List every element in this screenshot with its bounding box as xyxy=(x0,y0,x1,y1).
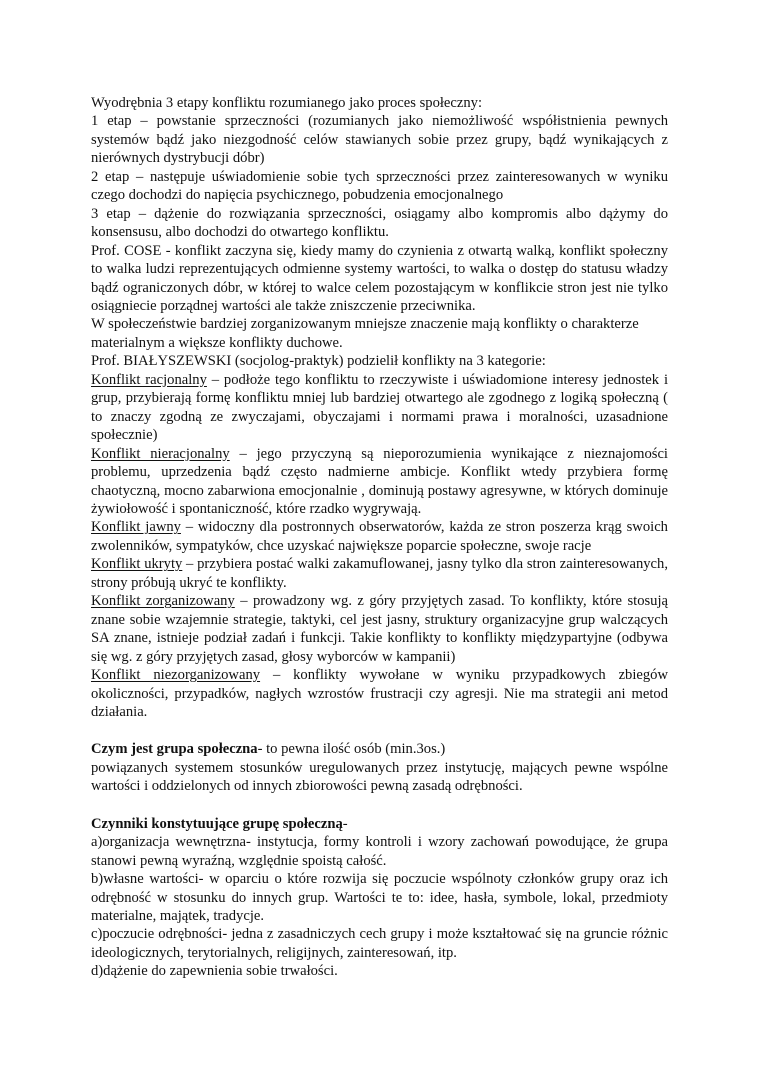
intro-line: Wyodrębnia 3 etapy konfliktu rozumianego jako proces społeczny: xyxy=(91,95,483,111)
conflict-text: – przybiera postać walki zakamuflowanej, jasny tylko dla stron zainteresowanych, strony próbują ukryć te konflikty. xyxy=(91,556,668,591)
factors-heading-rest: - xyxy=(342,815,348,832)
conflict-term: Konflikt nieracjonalny xyxy=(91,445,230,462)
cose-paragraph: Prof. COSE - konflikt zaczyna się, kiedy mamy do czynienia z otwartą walką, konflikt społeczny to walka ludzi reprezentujących odmienne systemy wartości, to walka o dostęp do statusu władzy bądź ograniczonych dóbr, w której to walce celem pozostającym w konflikcie stron jest nie tylko osiągniecie porządnej wartości ale także zniszczenie przeciwnika. xyxy=(91,242,668,314)
stage-1: 1 etap – powstanie sprzeczności (rozumianych jako niemożliwość współistnienia pewnych systemów bądź jako niezgodność celów stawianych sobie przez grupy, bądź wynikających z nierównych dystrybucji dóbr) xyxy=(91,113,668,167)
factors-heading-line xyxy=(91,815,668,833)
stage-3: 3 etap – dążenie do rozwiązania sprzeczności, osiągamy albo kompromis albo dążymy do konsensusu, albo dochodzi do otwartego konfliktu. xyxy=(91,205,668,241)
conflict-term: Konflikt zorganizowany xyxy=(91,593,235,610)
conflict-organized xyxy=(91,592,668,666)
conflict-open xyxy=(91,518,668,555)
group-heading-line xyxy=(91,740,668,758)
spacer xyxy=(91,796,668,815)
conflict-text: – konflikty wywołane w wyniku przypadkowych zbiegów okoliczności, przypadków, nagłych wzrostów frustracji czy agresji. Nie ma strategii ani metod działania. xyxy=(91,667,669,720)
factor-b: b)własne wartości- w oparciu o które rozwija się poczucie wspólnoty członków grupy oraz ich odrębność w stosunku do innych grup. Wartości te to: idee, hasła, symbole, lokal, przedmioty materialne, majątek, tradycje. xyxy=(91,871,668,925)
stage-2: 2 etap – następuje uświadomienie sobie tych sprzeczności przez zainteresowanych w wyniku czego dochodzi do napięcia psychicznego, pobudzenia emocjonalnego xyxy=(91,168,668,204)
society-paragraph: W społeczeństwie bardziej zorganizowanym mniejsze znaczenie mają konflikty o charakterze materialnym a większe konflikty duchowe. xyxy=(91,316,639,351)
conflict-unorganized xyxy=(91,666,668,721)
group-heading: Czym jest grupa społeczna xyxy=(91,741,258,758)
group-heading-rest: - to pewna ilość osób (min.3os.) xyxy=(257,741,446,758)
factors-heading: Czynniki konstytuujące grupę społeczną xyxy=(91,815,343,832)
conflict-term: Konflikt jawny xyxy=(91,519,181,536)
conflict-term: Konflikt niezorganizowany xyxy=(91,667,261,684)
conflict-text: – prowadzony wg. z góry przyjętych zasad. To konflikty, które stosują znane sobie wzajemnie strategie, taktyki, cel jest jasny, struktury organizacyjne grup walczących SA znane, istnieje podział zadań i funkcji. Takie konflikty to konflikty międzypartyjne (odbywa się wg. z góry przyjętych zasad, głosy wyborców w kampanii) xyxy=(91,593,669,665)
factor-a: a)organizacja wewnętrzna- instytucja, formy kontroli i wzory zachowań powodujące, że grupa stanowi pewną wyraźną, względnie spoistą całość. xyxy=(91,834,668,869)
spacer xyxy=(91,721,668,740)
conflict-irrational xyxy=(91,445,668,519)
conflict-term: Konflikt ukryty xyxy=(91,556,183,573)
conflict-text: – jego przyczyną są nieporozumienia wynikające z nieznajomości problemu, uprzedzenia bądź często nadmierne ambicje. Konflikt wtedy przybiera formę chaotyczną, mocno zabarwiona emocjonalnie , dominują postawy agresywne, w których dominuje żywiołowość i spontaniczność, które rzadko wygrywają. xyxy=(91,445,668,517)
conflict-text: – podłoże tego konfliktu to rzeczywiste i uświadomione interesy jednostek i grup, przybierają formę konfliktu mniej lub bardziej otwartego ale zgodnego z logiką społeczną ( to znaczy zgodną ze zwyczajami, obyczajami i normami prawa i moralności, uzasadnione społecznie) xyxy=(91,371,668,444)
conflict-hidden xyxy=(91,555,668,592)
conflict-text: – widoczny dla postronnych obserwatorów, każda ze stron poszerza krąg swoich zwolenników, sympatyków, chce uzyskać największe poparcie społeczne, swoje racje xyxy=(91,519,668,554)
conflict-term: Konflikt racjonalny xyxy=(91,371,207,388)
group-body: powiązanych systemem stosunków uregulowanych przez instytucję, mających pewne wspólne wartości i oddzielonych od innych zbiorowości pewną zasadą odrębności. xyxy=(91,759,668,795)
conflict-rational xyxy=(91,371,668,445)
factor-c: c)poczucie odrębności- jedna z zasadniczych cech grupy i może kształtować się na gruncie różnic ideologicznych, terytorialnych, religijnych, zainteresowań, itp. xyxy=(91,926,668,961)
factor-d: d)dążenie do zapewnienia sobie trwałości. xyxy=(91,963,338,980)
bialyszewski-paragraph: Prof. BIAŁYSZEWSKI (socjolog-praktyk) podzielił konflikty na 3 kategorie: xyxy=(91,353,546,370)
